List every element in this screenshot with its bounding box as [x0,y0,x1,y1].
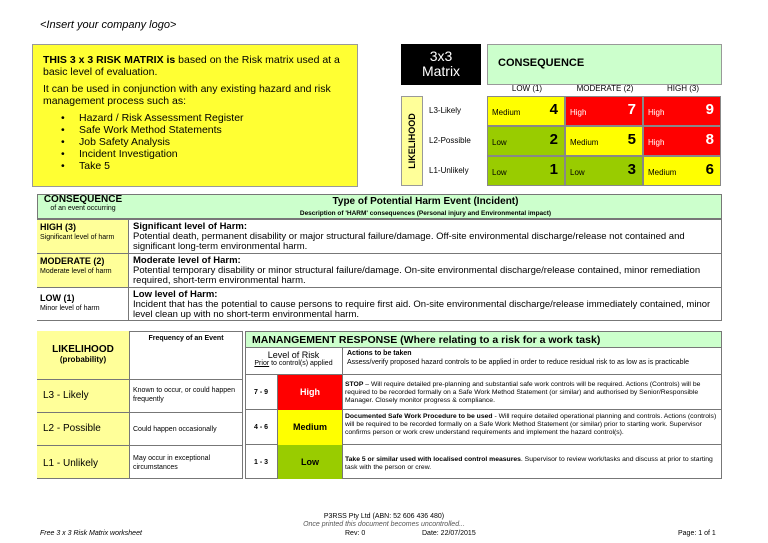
matrix-title: 3x3 Matrix [401,44,481,85]
footer-page: Page: 1 of 1 [678,530,716,537]
consequence-table-subtitle: Description of 'HARM' consequences (Personal injury and Environmental impact) [299,210,552,217]
risk-range: 1 - 3 [245,445,278,479]
risk-range: 7 - 9 [245,375,278,410]
matrix-row-label: L3-Likely [429,106,462,115]
consequence-row-desc: Low level of Harm: Incident that has the potential to cause persons to require first aid. On-site environmental discharge/release immediately contained, minor level clean up with no short-term environmental harm. [133,289,711,320]
matrix-col-moderate: MODERATE (2) [576,84,634,93]
intro-paragraph-1: THIS 3 x 3 RISK MATRIX is based on the Risk matrix used at a basic level of evaluation. [43,54,340,78]
likelihood-row-freq: May occur in exceptional circumstances [130,446,243,479]
intro-list-item: • Job Safety Analysis [61,136,347,148]
likelihood-row-freq: Could happen occasionally [130,413,243,446]
risk-action-text: Documented Safe Work Procedure to be used - Will require detailed operational planning and controls. Actions (controls) will be required to be recorded formally on a Safe Work Method Statement (or similar) prior to starting work. Supervisor confirms person or work crew understand requirements and implement the hazard control(s). [345,413,717,436]
intro-list [61,112,347,172]
actions-head: Actions to be taken Assess/verify proposed hazard controls to be applied in order to reduce residual risk to as low as is practicable [343,348,722,375]
matrix-row-label: L1-Unlikely [429,166,469,175]
matrix-likelihood-label: LIKELIHOOD [401,96,423,186]
risk-level-high: High [278,375,343,410]
footer-company: P3RSS Pty Ltd (ABN: 52 606 436 480) [323,513,445,520]
matrix-cell: Low 2 [487,126,565,156]
matrix-cell: Medium 6 [643,156,721,186]
intro-title: THIS 3 x 3 RISK MATRIX is [43,54,176,66]
consequence-row-desc: Moderate level of Harm: Potential temporary disability or minor structural failure/damage. On-site environmental discharge/release contained, minor remediation required, short-term environmental harm. [133,255,701,286]
consequence-row-label: HIGH (3) Significant level of harm [37,220,129,253]
matrix-cell: High 9 [643,96,721,126]
intro-list-item: • Take 5 [61,160,347,172]
matrix-col-low: LOW (1) [511,84,543,93]
matrix-cell: High 7 [565,96,643,126]
management-response-title: MANANGEMENT RESPONSE (Where relating to a risk for a work task) [245,331,722,348]
matrix-cell: Low 1 [487,156,565,186]
footer-date: Date: 22/07/2015 [422,530,476,537]
matrix-cell: Medium 5 [565,126,643,156]
likelihood-row-label: L1 - Unlikely [37,446,130,479]
likelihood-row-label: L3 - Likely [37,380,130,413]
risk-level-low: Low [278,445,343,479]
intro-list-item: • Incident Investigation [61,148,347,160]
level-of-risk-head: Level of Risk Prior to control(s) applied [245,348,343,375]
matrix-cell: Medium 4 [487,96,565,126]
consequence-table-title: Type of Potential Harm Event (Incident) [332,196,519,207]
logo-placeholder: <Insert your company logo> [40,19,177,31]
matrix-row-label: L2-Possible [429,136,471,145]
footer-doc-name: Free 3 x 3 Risk Matrix worksheet [40,530,142,537]
likelihood-row-label: L2 - Possible [37,413,130,446]
consequence-table-head-label: CONSEQUENCE of an event occurring [43,194,123,212]
footer-uncontrolled: Once printed this document becomes uncontrolled... [303,521,465,528]
intro-paragraph-2: It can be used in conjunction with any existing hazard and risk management process such as: [43,83,331,107]
likelihood-table-freq-head: Frequency of an Event [130,331,243,380]
risk-action-text: STOP – Will require detailed pre-planning and substantial safe work controls will be required. Actions (Controls) will be required to be recorded formally on a Safe Work Method Statement (or similar) and authorised by Senior/Responsible Manager. Closely monitor progress & compliance. [345,381,701,404]
matrix-consequence-header: CONSEQUENCE [487,44,722,85]
likelihood-row-freq: Known to occur, or could happen frequently [130,380,243,413]
intro-list-item: • Safe Work Method Statements [61,124,347,136]
likelihood-table-head: LIKELIHOOD (probability) [37,331,130,380]
matrix-cell: Low 3 [565,156,643,186]
intro-list-item: • Hazard / Risk Assessment Register [61,112,347,124]
matrix-cell: High 8 [643,126,721,156]
consequence-row-label: MODERATE (2) Moderate level of harm [37,254,129,287]
risk-range: 4 - 6 [245,410,278,445]
matrix-col-high: HIGH (3) [667,84,699,93]
risk-action-text: Take 5 or similar used with localised control measures. Supervisor to review work/tasks and discuss at prior to starting task with the person or crew. [345,456,713,471]
footer-rev: Rev: 0 [345,530,366,537]
intro-box [32,44,358,187]
risk-level-medium: Medium [278,410,343,445]
consequence-row-desc: Significant level of Harm: Potential death, permanent disability or major structural failure/damage. Off-site environmental discharge/release not contained and significant long-term environmental harm. [133,221,685,252]
consequence-row-label: LOW (1) Minor level of harm [37,288,129,320]
